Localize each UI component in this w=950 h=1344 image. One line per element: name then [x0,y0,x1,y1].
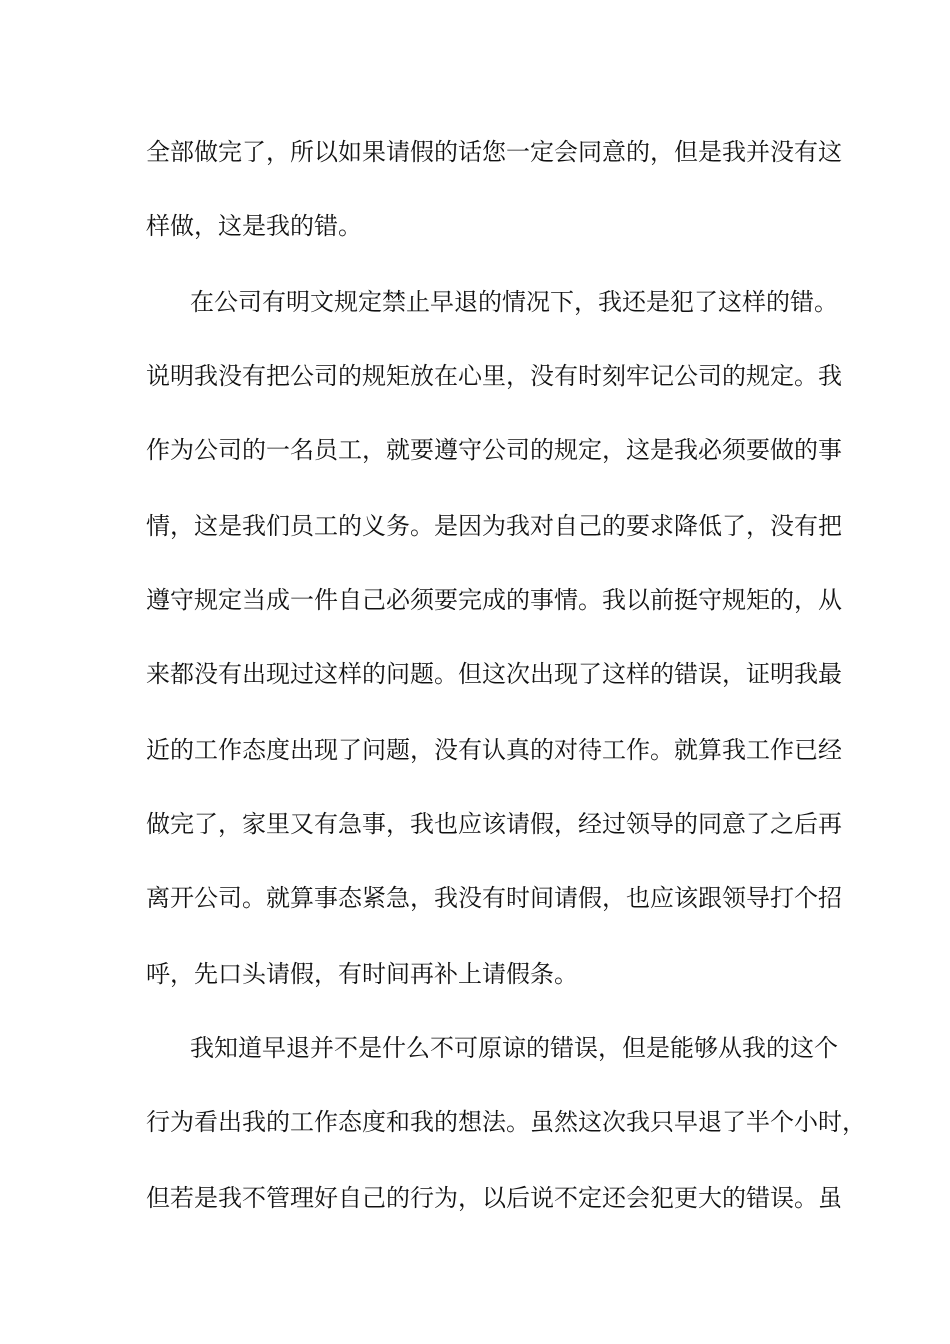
text-line: 遵守规定当成一件自己必须要完成的事情。我以前挺守规矩的，从 [146,586,842,614]
text-line: 近的工作态度出现了问题，没有认真的对待工作。就算我工作已经 [146,736,842,764]
text-line: 做完了，家里又有急事，我也应该请假，经过领导的同意了之后再 [146,810,842,838]
text-line: 我知道早退并不是什么不可原谅的错误，但是能够从我的这个 [190,1034,838,1062]
text-line: 样做，这是我的错。 [146,212,362,240]
text-line: 但若是我不管理好自己的行为，以后说不定还会犯更大的错误。虽 [146,1184,842,1212]
text-line: 说明我没有把公司的规矩放在心里，没有时刻牢记公司的规定。我 [146,362,842,390]
text-line: 呼，先口头请假，有时间再补上请假条。 [146,960,578,988]
text-line: 行为看出我的工作态度和我的想法。虽然这次我只早退了半个小时， [146,1108,866,1136]
text-line: 在公司有明文规定禁止早退的情况下，我还是犯了这样的错。 [190,288,838,316]
text-line: 来都没有出现过这样的问题。但这次出现了这样的错误，证明我最 [146,660,842,688]
text-line: 作为公司的一名员工，就要遵守公司的规定，这是我必须要做的事 [146,436,842,464]
text-line: 全部做完了，所以如果请假的话您一定会同意的，但是我并没有这 [146,138,842,166]
text-line: 情，这是我们员工的义务。是因为我对自己的要求降低了，没有把 [146,512,842,540]
text-line: 离开公司。就算事态紧急，我没有时间请假，也应该跟领导打个招 [146,884,842,912]
